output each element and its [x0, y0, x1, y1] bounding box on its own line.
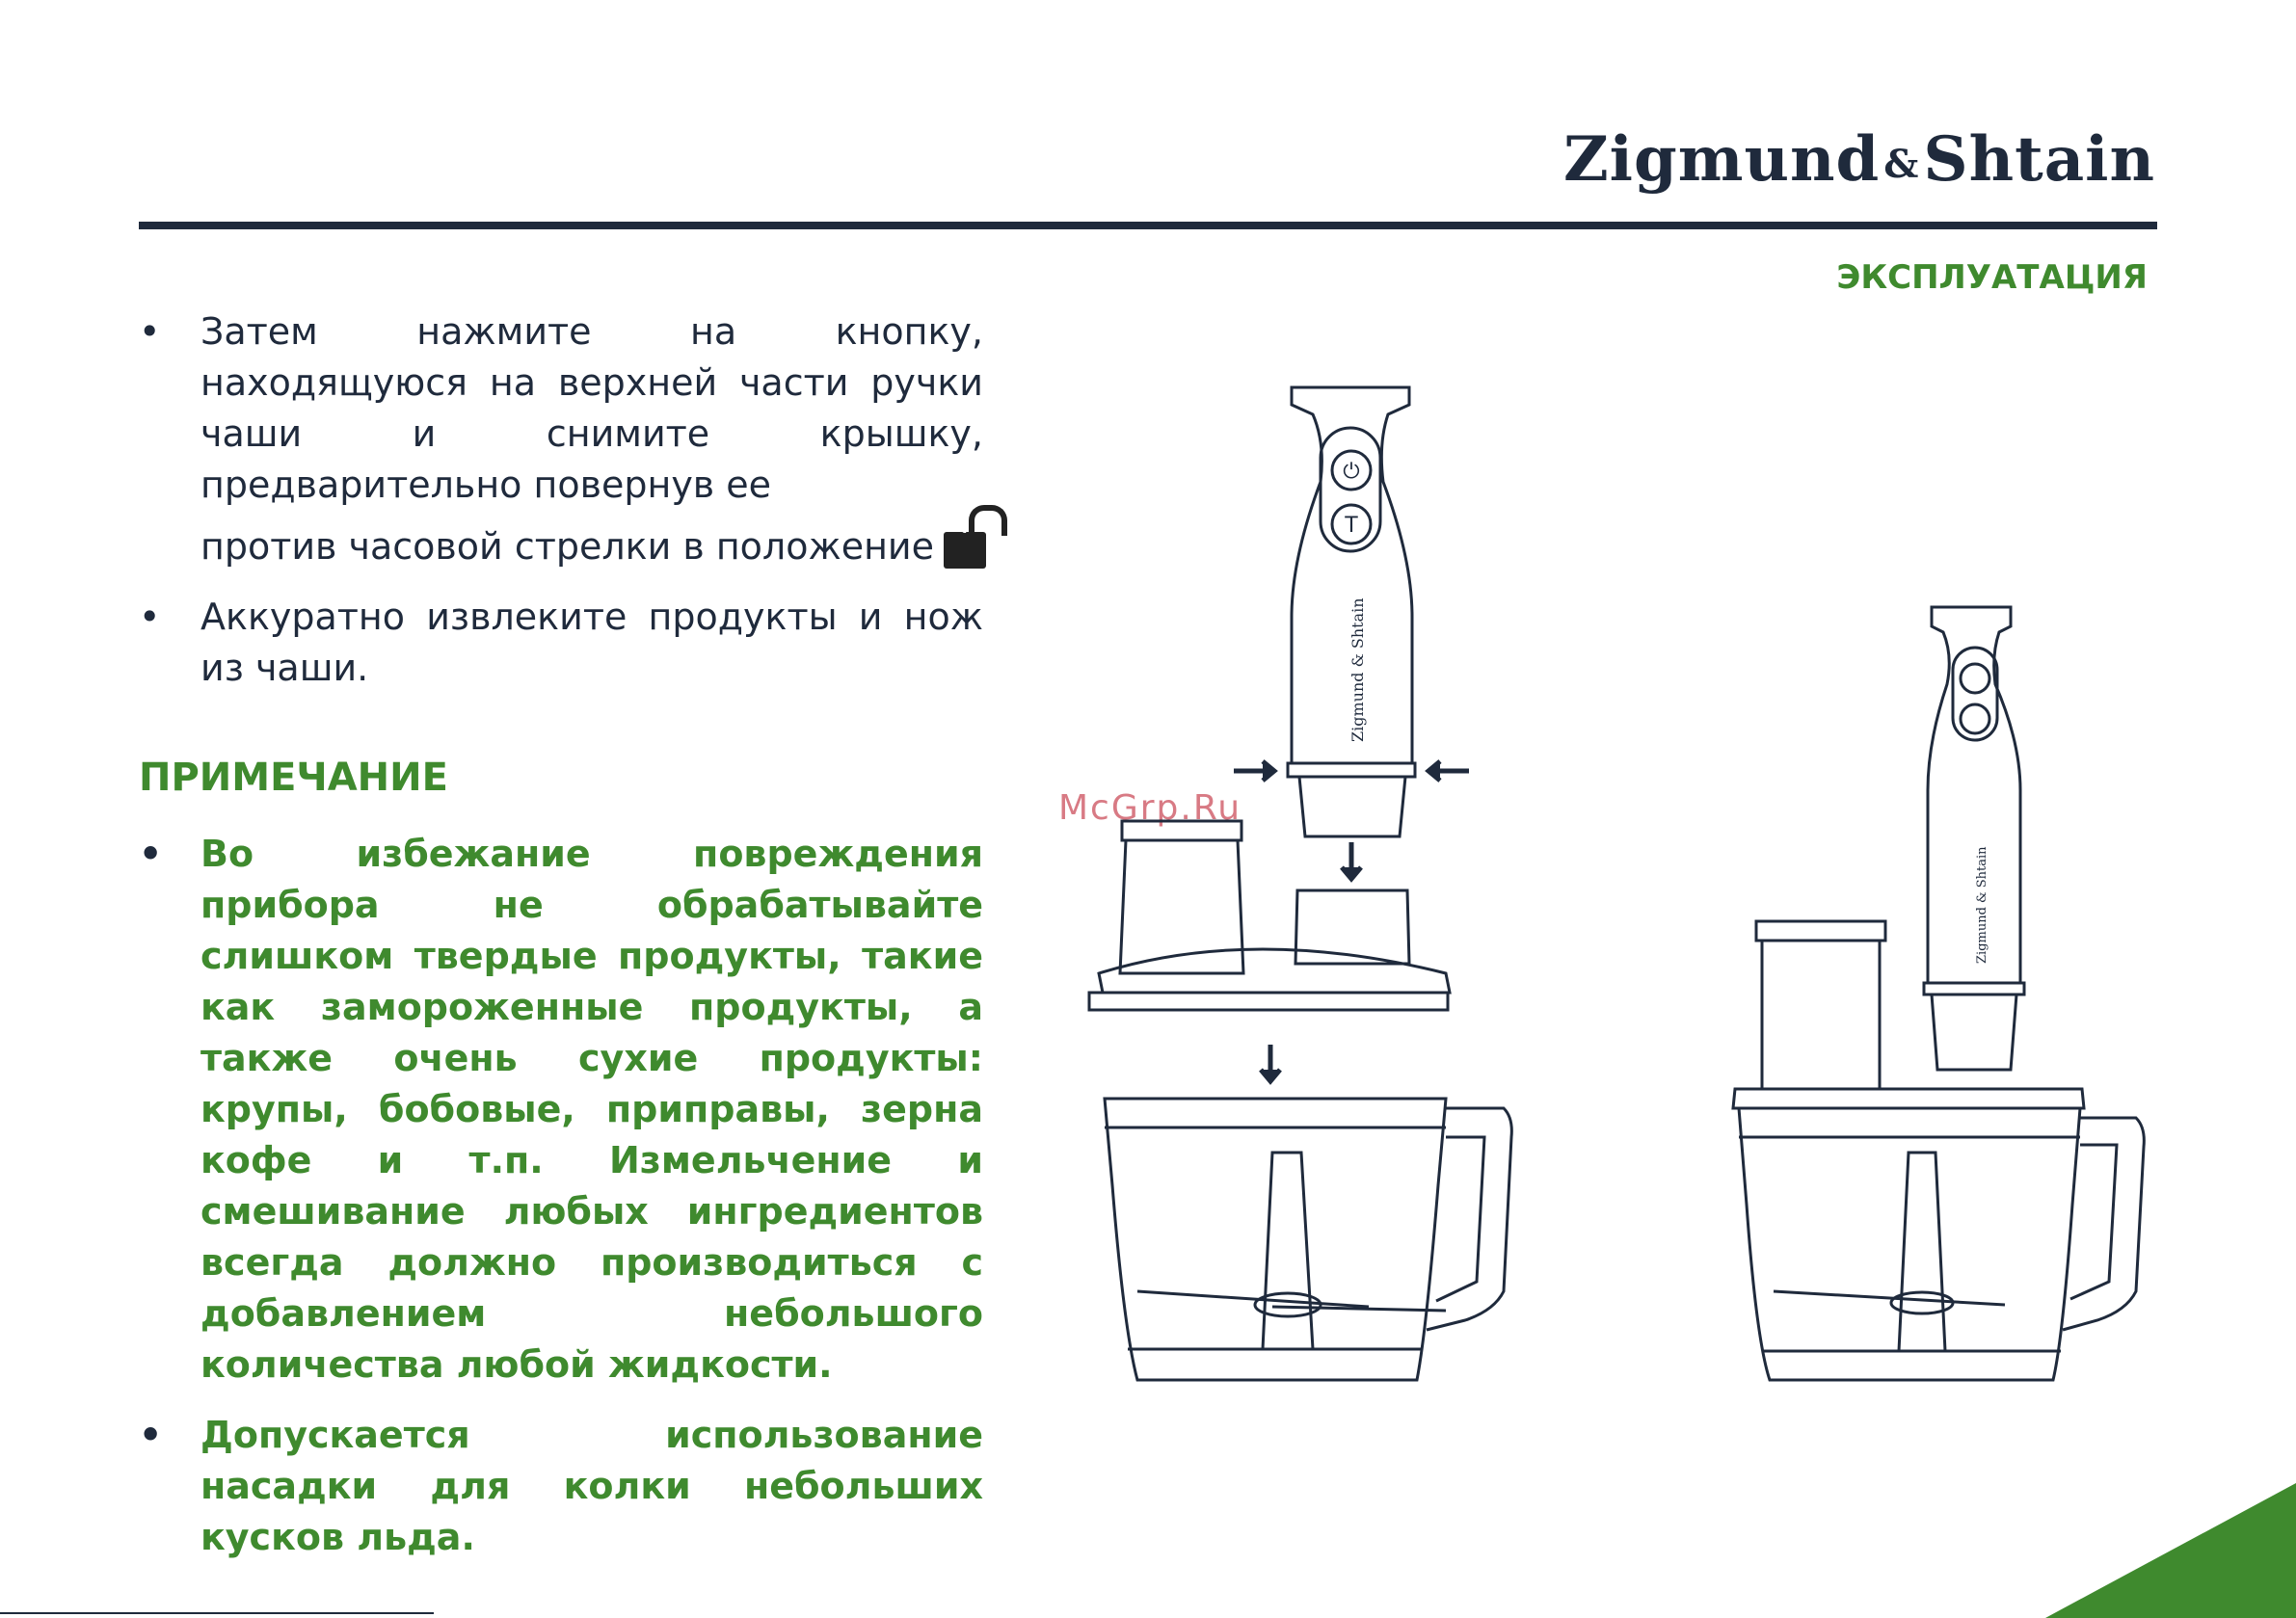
brand-logo-right: Shtain: [1923, 123, 2155, 196]
section-title: ЭКСПЛУАТАЦИЯ: [1836, 258, 2148, 297]
unlock-icon: [940, 511, 966, 572]
note-text: Допускается использование насадки для колки небольших кусков льда.: [200, 1414, 983, 1558]
list-item: [139, 829, 983, 1391]
lid-left: [1089, 821, 1450, 1010]
brand-logo: [1563, 123, 2155, 196]
svg-text:T: T: [1345, 514, 1358, 538]
bullet-dot: •: [139, 596, 161, 638]
watermark: McGrp.Ru: [1058, 788, 1242, 828]
blender-assembled-right: [1733, 607, 2144, 1380]
note-text: Во избежание повреждения прибора не обрабатывайте слишком твердые продукты, такие как замороженные продукты, а также очень сухие продукты: крупы, бобовые, приправы, зерна кофе и т.п. Измельчение и смешивание любых ингредиентов всегда должно производиться с добавлением небольшого количества любой жидкости.: [200, 833, 983, 1386]
arrow-icons: [1234, 761, 1469, 1081]
bullet-dot: •: [139, 310, 161, 353]
instruction-text: Затем нажмите на кнопку, находящуюся на верхней части ручки чаши и снимите крышку, предварительно повернув ее: [200, 310, 983, 506]
assembly-illustration: [1060, 366, 2169, 1436]
handle-brand-text-right: Zigmund & Shtain: [1975, 846, 1989, 964]
brand-logo-left: Zigmund: [1562, 123, 1881, 196]
instruction-lock-line: [200, 511, 983, 572]
note-title: ПРИМЕЧАНИЕ: [139, 756, 448, 800]
svg-text:⏻: ⏻: [1343, 460, 1360, 484]
list-item: [139, 592, 983, 694]
list-item: [139, 1410, 983, 1563]
handle-brand-text-left: Zigmund & Shtain: [1348, 597, 1367, 742]
list-item: [139, 306, 983, 572]
brand-logo-amp: &: [1883, 142, 1920, 187]
instructions-list: [139, 306, 983, 713]
corner-decoration: [2045, 1483, 2296, 1618]
bullet-dot: •: [139, 1414, 163, 1456]
footer-line: [0, 1612, 434, 1614]
unlock-icon-key: t: [961, 521, 967, 537]
bullet-dot: •: [139, 833, 163, 875]
blender-handle-left: [1288, 387, 1415, 836]
instruction-text: Аккуратно извлеките продукты и нож из чаши.: [200, 596, 983, 689]
bowl-left: [1105, 1099, 1511, 1380]
instruction-text-tail: против часовой стрелки в положение: [200, 525, 935, 568]
header-rule: [139, 222, 2157, 229]
note-list: [139, 829, 983, 1582]
